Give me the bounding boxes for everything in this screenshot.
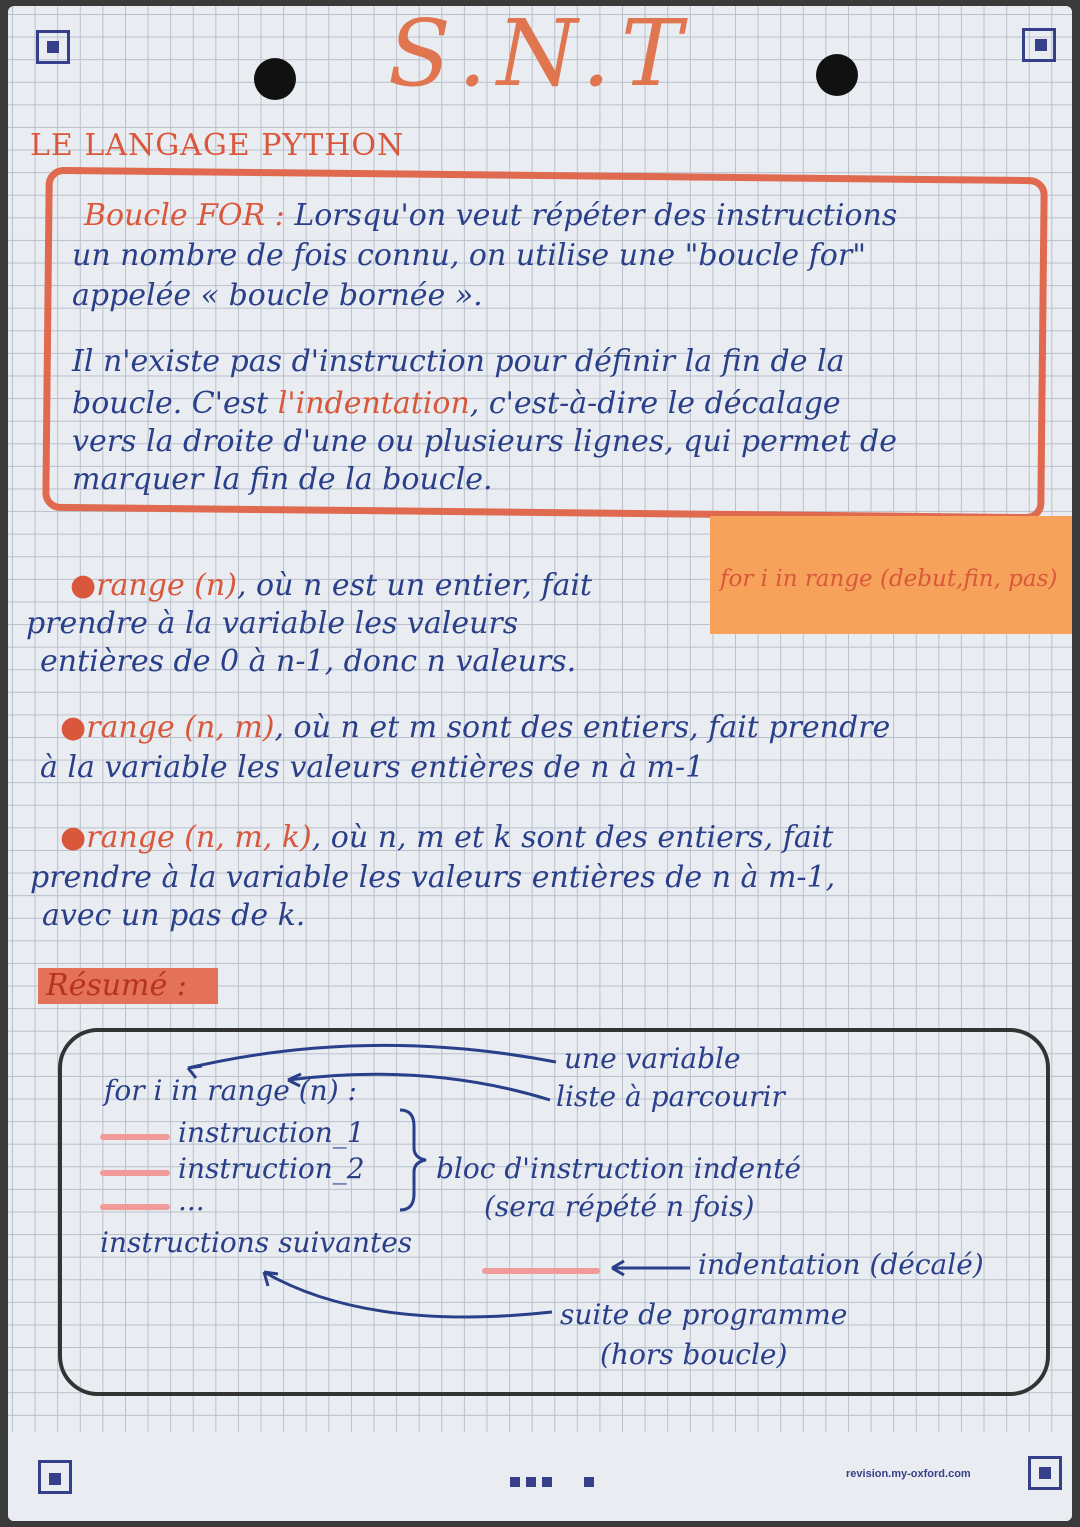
footer-site: revision.my-oxford.com (846, 1468, 971, 1480)
annotation-bloc: bloc d'instruction indenté (436, 1152, 801, 1185)
bullet-text: , où n et m sont des entiers, fait prendre (274, 710, 891, 745)
bullet-text: prendre à la variable les valeurs entières de n à m-1, (30, 860, 836, 895)
definition-label: Boucle FOR : (84, 198, 285, 233)
instruction-dots: ... (178, 1184, 205, 1217)
sticky-note-text: for i in range (debut,fin, pas) (720, 566, 1058, 592)
indent-mark (100, 1170, 170, 1176)
definition-line: Lorsqu'on veut répéter des instructions (294, 198, 898, 233)
bullet-text: , où n, m et k sont des entiers, fait (311, 820, 834, 855)
annotation-suite-hors: (hors boucle) (600, 1338, 788, 1371)
bullet-text: à la variable les valeurs entières de n à m-1 (40, 750, 705, 785)
bullet-text: prendre à la variable les valeurs (26, 606, 519, 641)
annotation-liste: liste à parcourir (556, 1080, 785, 1113)
definition-line: Il n'existe pas d'instruction pour définir la fin de la (72, 344, 845, 379)
annotation-variable: une variable (564, 1042, 741, 1075)
range-function: range (n, m) (86, 710, 275, 745)
section-title: LE LANGAGE PYTHON (30, 128, 405, 163)
bullet-dot-icon: ● (60, 820, 87, 855)
definition-line: boucle. C'est (72, 386, 278, 421)
corner-mark-icon (38, 1460, 72, 1494)
instruction-1: instruction_1 (178, 1116, 365, 1149)
instruction-2: instruction_2 (178, 1152, 365, 1185)
bullet-text: avec un pas de k. (42, 898, 306, 933)
bullet-dot-icon: ● (60, 710, 87, 745)
code-line: for i in range (n) : (104, 1074, 357, 1107)
corner-mark-icon (1028, 1456, 1062, 1490)
bullet-dot-icon: ● (70, 568, 97, 603)
bullet-text: entières de 0 à n-1, donc n valeurs. (40, 644, 577, 679)
bullet-text: , où n est un entier, fait (236, 568, 592, 603)
notebook-page (8, 6, 1072, 1521)
page-markers (510, 1472, 594, 1491)
range-function: range (n, m, k) (86, 820, 312, 855)
definition-line: appelée « boucle bornée ». (72, 278, 483, 313)
indent-mark (482, 1268, 600, 1274)
definition-line: , c'est-à-dire le décalage (469, 386, 841, 421)
indent-mark (100, 1204, 170, 1210)
indentation-keyword: l'indentation (277, 386, 470, 421)
annotation-bloc-repeat: (sera répété n fois) (484, 1190, 755, 1223)
annotation-indentation: indentation (décalé) (698, 1248, 984, 1281)
definition-line: un nombre de fois connu, on utilise une "boucle for" (72, 238, 867, 273)
page-footer (8, 1432, 1072, 1521)
annotation-suite: suite de programme (560, 1298, 848, 1331)
instructions-next: instructions suivantes (100, 1226, 413, 1259)
definition-line: vers la droite d'une ou plusieurs lignes, qui permet de (72, 424, 897, 459)
range-function: range (n) (96, 568, 237, 603)
definition-line: marquer la fin de la boucle. (72, 462, 493, 497)
indent-mark (100, 1134, 170, 1140)
page-title: S.N.T (387, 6, 693, 107)
resume-label: Résumé : (46, 968, 187, 1003)
